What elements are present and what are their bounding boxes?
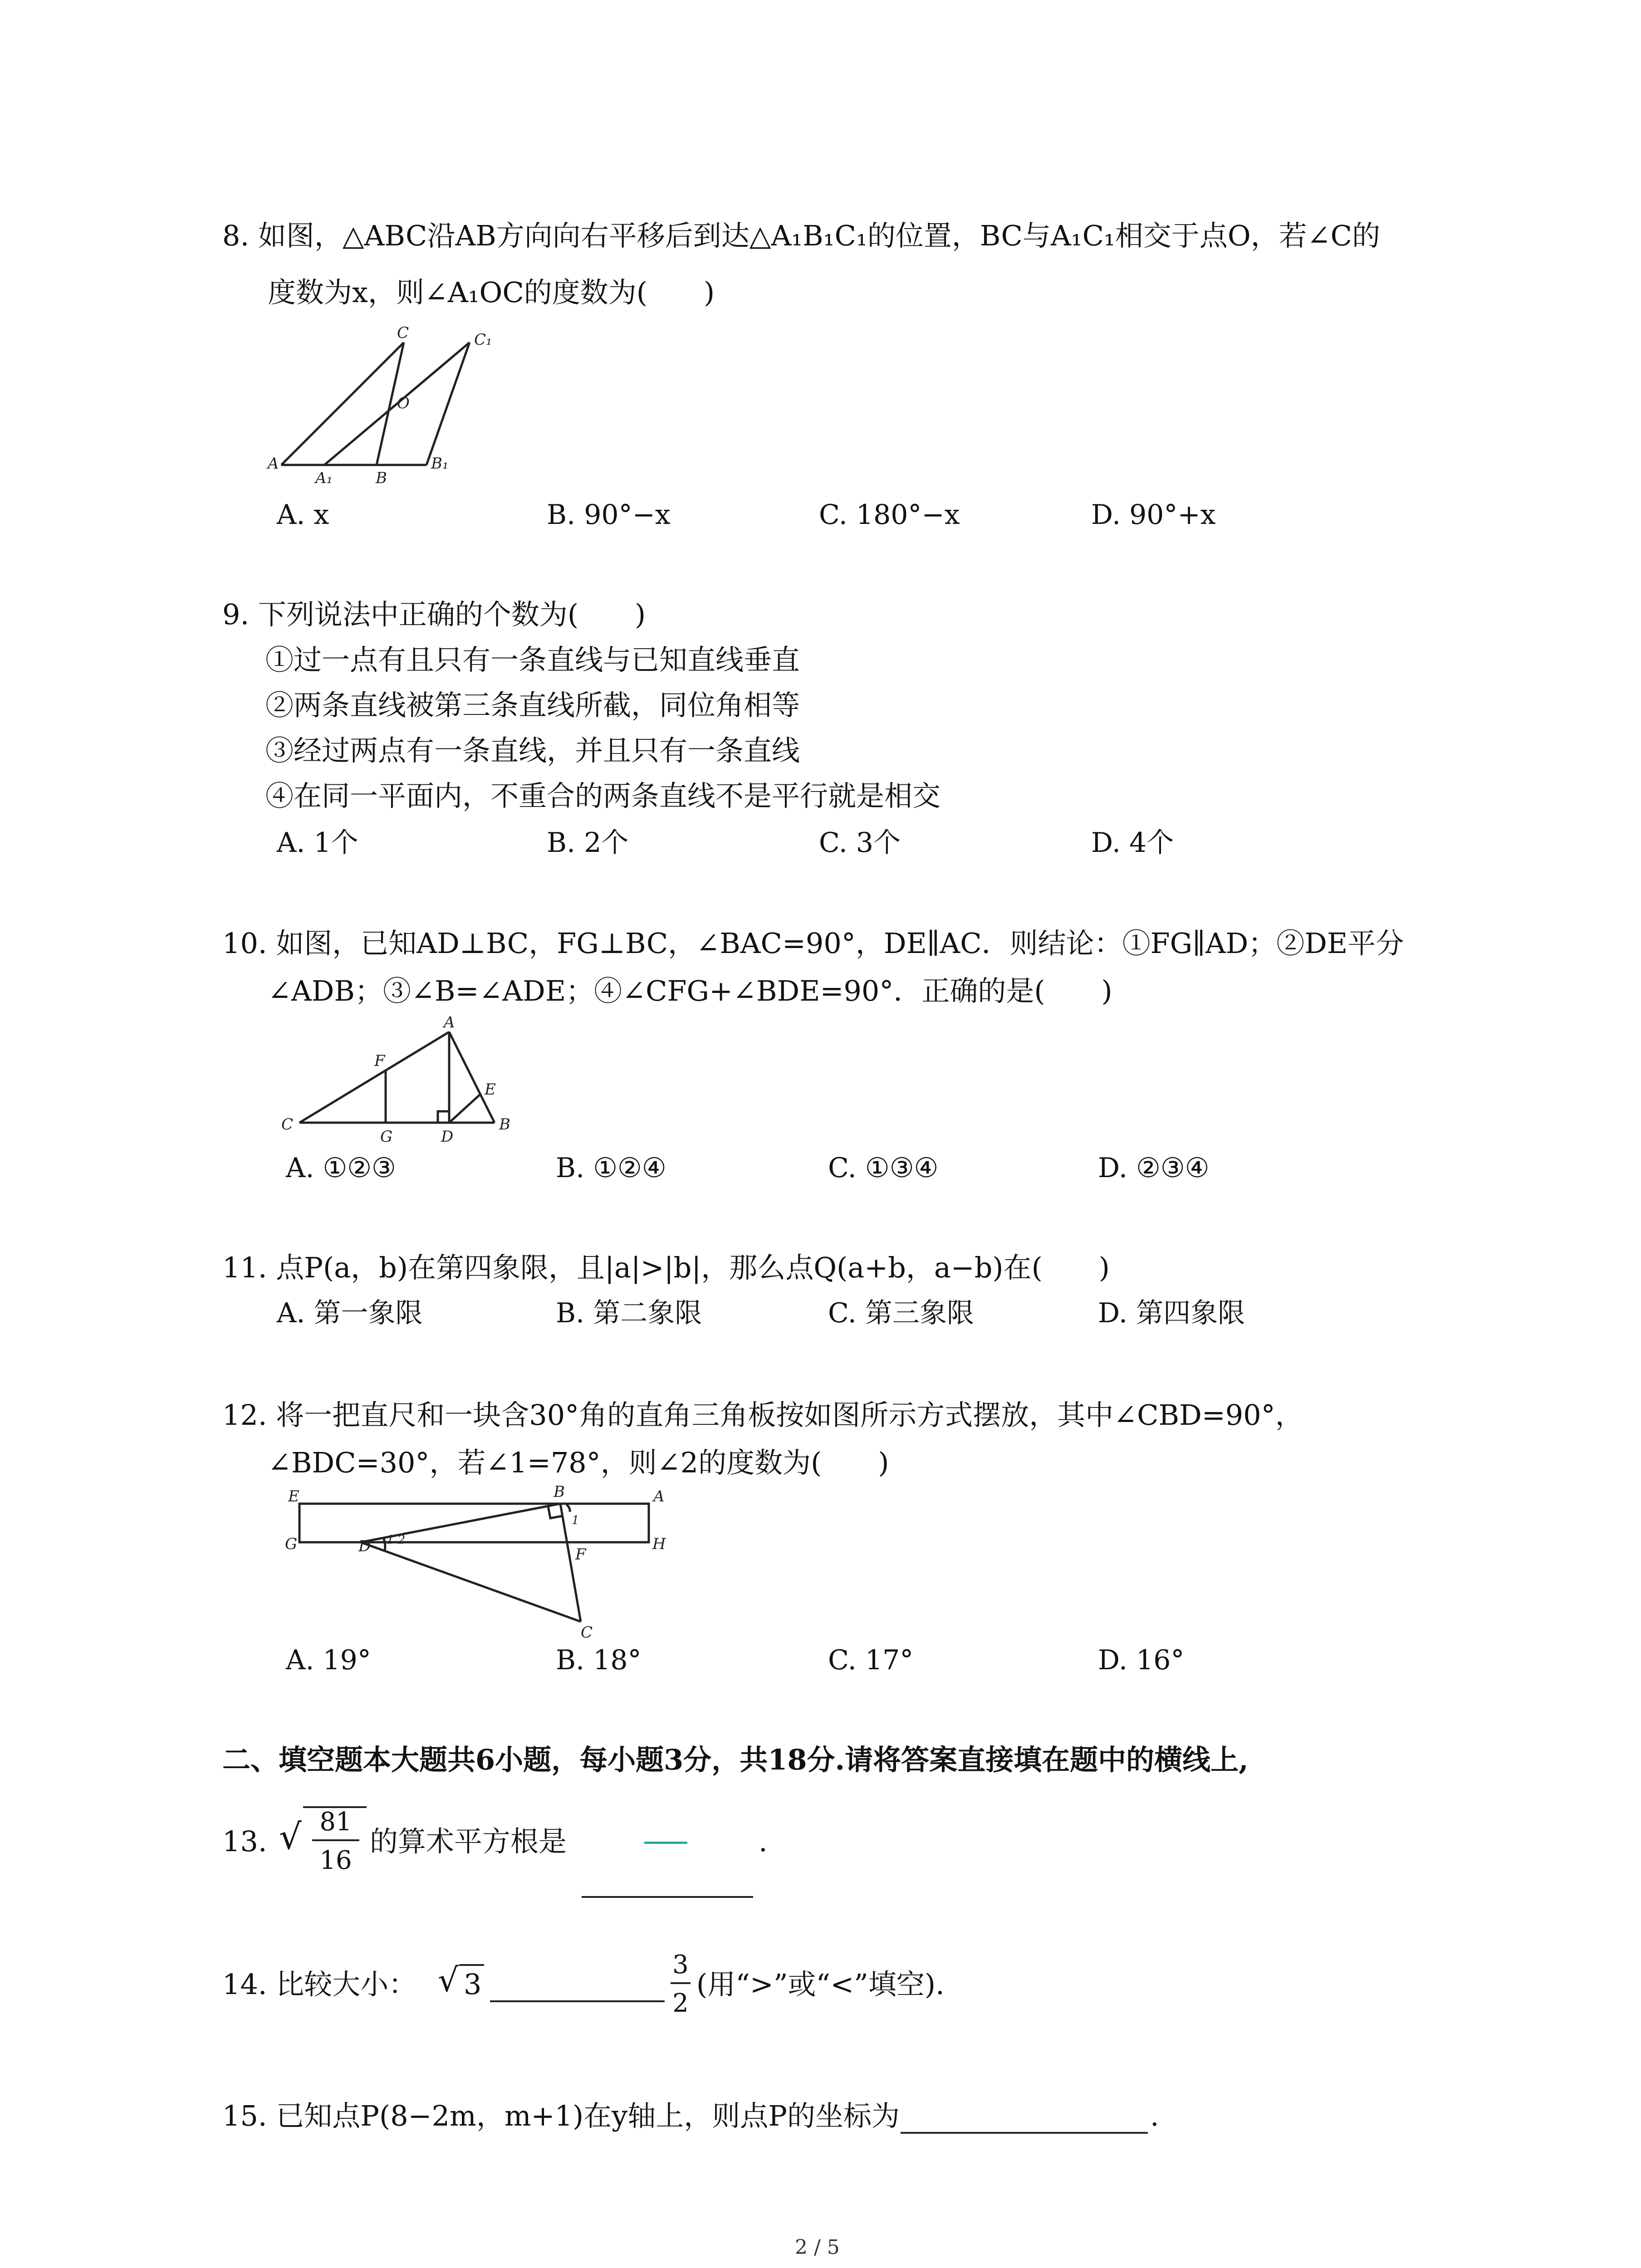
question-10-figure bbox=[277, 1014, 531, 1145]
question-12-figure bbox=[281, 1483, 681, 1642]
label-b: B bbox=[499, 1115, 510, 1134]
question-11-option-b[interactable]: B. 第二象限 bbox=[556, 1297, 702, 1329]
answer-blank-14[interactable] bbox=[490, 2000, 665, 2002]
question-9-statement-2: ②两条直线被第三条直线所截，同位角相等 bbox=[265, 689, 800, 722]
question-9-stem: 9. 下列说法中正确的个数为( ) bbox=[222, 598, 646, 631]
question-15-period: . bbox=[1150, 2099, 1159, 2132]
label-b1: B₁ bbox=[431, 455, 449, 473]
question-10-option-d[interactable]: D. ②③④ bbox=[1098, 1152, 1210, 1184]
question-9-option-a[interactable]: A. 1个 bbox=[277, 827, 358, 859]
angle-2-arc bbox=[383, 1538, 385, 1550]
question-14-prefix: 14. 比较大小： bbox=[222, 1968, 417, 2001]
question-8-option-c[interactable]: C. 180°−x bbox=[819, 499, 960, 531]
label-f: F bbox=[575, 1545, 586, 1564]
segment-ac bbox=[281, 342, 404, 465]
fraction-bar bbox=[312, 1839, 359, 1841]
fraction-bar bbox=[671, 1982, 691, 1984]
question-10-line-2: ∠ADB；③∠B=∠ADE；④∠CFG+∠BDE=90°．正确的是( ) bbox=[268, 974, 1112, 1007]
label-o: O bbox=[397, 394, 410, 412]
segment-dc bbox=[361, 1542, 581, 1622]
question-9-option-b[interactable]: B. 2个 bbox=[547, 827, 629, 859]
question-9-option-c[interactable]: C. 3个 bbox=[819, 827, 901, 859]
question-11-option-c[interactable]: C. 第三象限 bbox=[828, 1297, 974, 1329]
label-angle-1: 1 bbox=[572, 1514, 579, 1527]
segment-ca bbox=[299, 1032, 449, 1123]
question-8-option-b[interactable]: B. 90°−x bbox=[547, 499, 671, 531]
question-10-line-1: 10. 如图，已知AD⊥BC，FG⊥BC，∠BAC=90°，DE∥AC．则结论：①FG∥AD；②DE平分 bbox=[222, 927, 1404, 960]
ruler-rectangle bbox=[299, 1504, 649, 1542]
label-c1: C₁ bbox=[474, 331, 492, 349]
question-8-option-d[interactable]: D. 90°+x bbox=[1091, 499, 1216, 531]
question-10-option-c[interactable]: C. ①③④ bbox=[828, 1152, 939, 1184]
label-b: B bbox=[376, 469, 387, 487]
answer-mark bbox=[644, 1842, 687, 1844]
question-14-suffix: (用“>”或“<”填空). bbox=[696, 1968, 945, 2001]
label-a1: A₁ bbox=[315, 469, 333, 487]
angle-1-arc bbox=[566, 1505, 570, 1512]
question-12-line-1: 12. 将一把直尺和一块含30°角的直角三角板按如图所示方式摆放，其中∠CBD=90°， bbox=[222, 1398, 1303, 1432]
question-12-option-a[interactable]: A. 19° bbox=[286, 1644, 371, 1676]
label-f: F bbox=[374, 1052, 385, 1070]
question-12-line-2: ∠BDC=30°，若∠1=78°，则∠2的度数为( ) bbox=[268, 1446, 889, 1479]
question-13-text: 的算术平方根是 bbox=[370, 1825, 567, 1858]
question-8-option-a[interactable]: A. x bbox=[277, 499, 329, 531]
sqrt-sign: √ bbox=[438, 1961, 459, 1999]
question-11-option-d[interactable]: D. 第四象限 bbox=[1098, 1297, 1245, 1329]
question-13-period: . bbox=[759, 1825, 768, 1858]
label-e: E bbox=[288, 1487, 299, 1505]
radicand: 3 bbox=[464, 1968, 482, 2001]
question-8-figure bbox=[268, 324, 522, 492]
question-10-option-a[interactable]: A. ①②③ bbox=[286, 1152, 396, 1184]
question-12-option-c[interactable]: C. 17° bbox=[828, 1644, 914, 1676]
label-a: A bbox=[444, 1013, 455, 1031]
answer-blank-15[interactable] bbox=[901, 2132, 1148, 2134]
question-9-statement-1: ①过一点有且只有一条直线与已知直线垂直 bbox=[265, 643, 800, 676]
fraction-numerator: 3 bbox=[672, 1950, 689, 1980]
question-9-statement-4: ④在同一平面内，不重合的两条直线不是平行就是相交 bbox=[265, 779, 941, 812]
question-11-option-a[interactable]: A. 第一象限 bbox=[277, 1297, 423, 1329]
label-e: E bbox=[485, 1080, 496, 1099]
sqrt-overline bbox=[459, 1964, 484, 1966]
label-b: B bbox=[554, 1483, 565, 1501]
label-c: C bbox=[281, 1115, 294, 1134]
label-d: D bbox=[441, 1128, 454, 1146]
question-8-line-1: 8. 如图，△ABC沿AB方向向右平移后到达△A₁B₁C₁的位置，BC与A₁C₁相交于点O，若∠C的 bbox=[222, 219, 1381, 252]
question-11-line-1: 11. 点P(a，b)在第四象限，且|a|>|b|，那么点Q(a+b，a−b)在( ) bbox=[222, 1251, 1110, 1284]
question-13-number: 13. bbox=[222, 1825, 267, 1858]
label-c: C bbox=[581, 1623, 593, 1642]
answer-blank-13[interactable] bbox=[582, 1896, 753, 1898]
question-15-text: 15. 已知点P(8−2m，m+1)在y轴上，则点P的坐标为 bbox=[222, 2099, 900, 2132]
question-9-statement-3: ③经过两点有一条直线，并且只有一条直线 bbox=[265, 734, 800, 767]
segment-de bbox=[449, 1095, 480, 1123]
label-g: G bbox=[285, 1535, 298, 1553]
label-h: H bbox=[652, 1535, 666, 1553]
label-a: A bbox=[268, 455, 279, 473]
question-9-option-d[interactable]: D. 4个 bbox=[1091, 827, 1174, 859]
sqrt-sign: √ bbox=[279, 1817, 302, 1857]
fraction-denominator: 16 bbox=[319, 1846, 352, 1875]
label-a: A bbox=[653, 1487, 665, 1505]
page-number: 2 / 5 bbox=[795, 2236, 840, 2259]
section-2-heading: 二、填空题本大题共6小题，每小题3分，共18分.请将答案直接填在题中的横线上, bbox=[222, 1743, 1249, 1776]
label-c: C bbox=[397, 324, 409, 342]
right-angle-mark bbox=[438, 1111, 449, 1123]
question-12-option-b[interactable]: B. 18° bbox=[556, 1644, 642, 1676]
question-8-line-2: 度数为x，则∠A₁OC的度数为( ) bbox=[268, 276, 715, 309]
question-10-option-b[interactable]: B. ①②④ bbox=[556, 1152, 666, 1184]
label-d: D bbox=[358, 1537, 371, 1555]
fraction-numerator: 81 bbox=[319, 1807, 352, 1837]
label-g: G bbox=[380, 1128, 393, 1146]
question-12-option-d[interactable]: D. 16° bbox=[1098, 1644, 1185, 1676]
segment-ab bbox=[449, 1032, 495, 1123]
fraction-denominator: 2 bbox=[672, 1989, 689, 2018]
label-angle-1-2: 1 2 bbox=[387, 1533, 406, 1547]
